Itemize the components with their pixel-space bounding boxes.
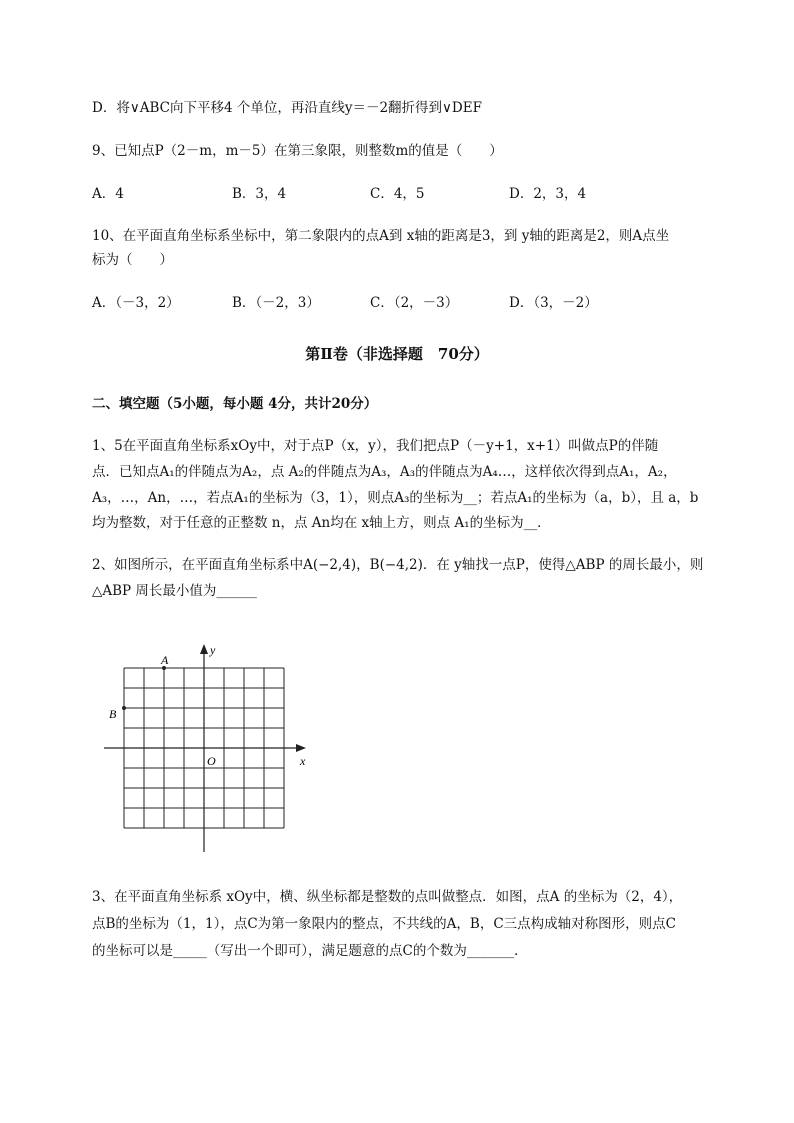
q10-stem-line1: 10、在平面直角坐标系坐标中，第二象限内的点A到 x轴的距离是3，到 y轴的距离是2，则A点坐 bbox=[92, 228, 670, 244]
q10-stem-line2: 标为（ ） bbox=[92, 252, 173, 268]
fill-q1-line2: 点．已知点A₁的伴随点为A₂，点 A₂的伴随点为A₃，A₃的伴随点为A₄…，这样依次得到点A₁，A₂， bbox=[92, 464, 677, 480]
q9-option-c: C．4，5 bbox=[370, 186, 425, 202]
fill-q2-line2: △ABP 周长最小值为______ bbox=[92, 583, 257, 599]
label-x-axis: x bbox=[300, 754, 306, 768]
fill-q1-line3: A₃，…，An，…，若点A₁的坐标为（3，1），则点A₃的坐标为__；若点A₁的坐标为（a，b），且 a，b bbox=[92, 490, 699, 506]
point-b bbox=[122, 706, 126, 710]
part-two-title: 第Ⅱ卷（非选择题 70分） bbox=[305, 345, 489, 363]
fill-q3-line2: 点B的坐标为（1，1），点C为第一象限内的整点，不共线的A，B，C三点构成轴对称图形，则点C bbox=[92, 916, 677, 932]
fill-q3-line3: 的坐标可以是_____（写出一个即可），满足题意的点C的个数为_______． bbox=[92, 943, 528, 959]
fill-q3-line1: 3、在平面直角坐标系 xOy中，横、纵坐标都是整数的点叫做整点．如图，点A 的坐标为（2，4）， bbox=[92, 889, 683, 905]
fill-q1-line4: 均为整数，对于任意的正整数 n，点 An均在 x轴上方，则点 A₁的坐标为__． bbox=[92, 515, 551, 531]
q9-stem: 9、已知点P（2－m，m－5）在第三象限，则整数m的值是（ ） bbox=[92, 143, 503, 159]
section-fill-in-heading: 二、填空题（5小题，每小题 4分，共计20分） bbox=[92, 396, 378, 412]
fill-q2-line1: 2、如图所示，在平面直角坐标系中A(−2,4)，B(−4,2)．在 y轴找一点P，使得△ABP 的周长最小，则 bbox=[92, 557, 704, 573]
q9-option-d: D．2，3，4 bbox=[509, 186, 587, 202]
label-b: B bbox=[109, 707, 117, 721]
label-y-axis: y bbox=[210, 643, 216, 657]
q9-option-b: B．3，4 bbox=[232, 186, 287, 202]
x-axis-arrow-icon bbox=[296, 744, 306, 752]
y-axis-arrow-icon bbox=[200, 644, 208, 654]
q10-option-a: A．（－3，2） bbox=[92, 295, 180, 311]
fill-q1-line1: 1、5在平面直角坐标系xOy中，对于点P（x，y），我们把点P（－y+1，x+1）叫做点P的伴随 bbox=[92, 438, 659, 454]
label-a: A bbox=[161, 653, 169, 667]
q10-option-d: D．（3，－2） bbox=[509, 295, 598, 311]
label-origin: O bbox=[207, 754, 216, 768]
q9-option-a: A．4 bbox=[92, 186, 124, 202]
q8-option-d: D．将∨ABC向下平移4 个单位，再沿直线y＝－2翻折得到∨DEF bbox=[92, 100, 482, 116]
q10-option-b: B．（－2，3） bbox=[232, 295, 320, 311]
coordinate-grid-figure bbox=[100, 640, 320, 860]
q10-option-c: C．（2，－3） bbox=[370, 295, 459, 311]
